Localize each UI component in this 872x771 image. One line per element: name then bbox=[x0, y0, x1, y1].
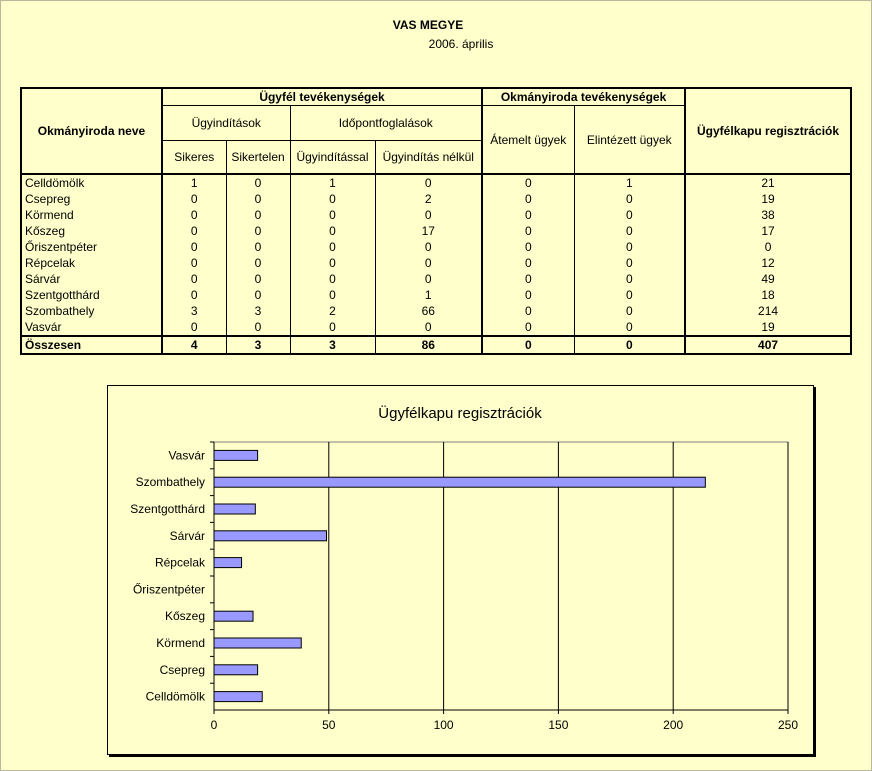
table-row bbox=[21, 287, 851, 303]
header-success: Sikeres bbox=[162, 141, 226, 175]
fail-cell: 3 bbox=[226, 303, 290, 319]
handled-cell: 0 bbox=[574, 255, 685, 271]
fail-cell: 0 bbox=[226, 174, 290, 191]
success-cell: 0 bbox=[162, 255, 226, 271]
handled-cell: 0 bbox=[574, 191, 685, 207]
fail-cell: 0 bbox=[226, 319, 290, 336]
success-cell: 3 bbox=[162, 303, 226, 319]
handled-cell: 0 bbox=[574, 239, 685, 255]
table-row bbox=[21, 319, 851, 336]
x-tick-label: 250 bbox=[777, 718, 799, 732]
transferred-cell: 0 bbox=[482, 191, 574, 207]
without-start-cell: 86 bbox=[375, 336, 482, 354]
bar bbox=[214, 450, 258, 460]
office-name-cell: Celldömölk bbox=[25, 176, 85, 190]
success-cell: 0 bbox=[162, 239, 226, 255]
transferred-cell: 0 bbox=[482, 287, 574, 303]
table-row bbox=[21, 303, 851, 319]
success-cell: 0 bbox=[162, 319, 226, 336]
chart-title: Ügyfélkapu regisztrációk bbox=[378, 405, 542, 422]
with-start-cell: 0 bbox=[290, 191, 375, 207]
category-label: Szentgotthárd bbox=[130, 502, 205, 516]
office-name-cell: Kőszeg bbox=[25, 224, 66, 238]
with-start-cell: 0 bbox=[290, 319, 375, 336]
office-name-cell: Répcelak bbox=[25, 256, 76, 270]
office-name-cell: Vasvár bbox=[25, 320, 62, 334]
with-start-cell: 0 bbox=[290, 239, 375, 255]
fail-cell: 0 bbox=[226, 239, 290, 255]
table-row bbox=[21, 191, 851, 207]
table-row bbox=[21, 271, 851, 287]
with-start-cell: 0 bbox=[290, 223, 375, 239]
x-tick-label: 150 bbox=[548, 718, 569, 732]
registrations-chart bbox=[107, 385, 814, 755]
handled-cell: 0 bbox=[574, 336, 685, 354]
success-cell: 4 bbox=[162, 336, 226, 354]
page-subtitle: 2006. április bbox=[428, 37, 494, 51]
table-total-row bbox=[21, 336, 851, 354]
bar bbox=[214, 531, 327, 541]
bar bbox=[214, 477, 705, 487]
transferred-cell: 0 bbox=[482, 239, 574, 255]
bar bbox=[214, 504, 255, 514]
fail-cell: 0 bbox=[226, 255, 290, 271]
bar bbox=[214, 692, 262, 702]
without-start-cell: 0 bbox=[375, 255, 482, 271]
handled-cell: 0 bbox=[574, 287, 685, 303]
fail-cell: 0 bbox=[226, 223, 290, 239]
office-name-cell: Szombathely bbox=[25, 304, 95, 318]
header-fail: Sikertelen bbox=[226, 141, 290, 175]
fail-cell: 3 bbox=[226, 336, 290, 354]
x-tick-label: 50 bbox=[322, 718, 336, 732]
without-start-cell: 0 bbox=[375, 239, 482, 255]
portal-cell: 407 bbox=[685, 336, 851, 354]
portal-cell: 214 bbox=[685, 303, 851, 319]
without-start-cell: 0 bbox=[375, 271, 482, 287]
category-label: Sárvár bbox=[169, 528, 205, 543]
header-appointments: Időpontfoglalások bbox=[290, 106, 482, 141]
without-start-cell: 0 bbox=[375, 207, 482, 223]
header-without-start: Ügyindítás nélkül bbox=[375, 141, 482, 175]
success-cell: 0 bbox=[162, 271, 226, 287]
fail-cell: 0 bbox=[226, 287, 290, 303]
with-start-cell: 2 bbox=[290, 303, 375, 319]
portal-cell: 19 bbox=[685, 319, 851, 336]
with-start-cell: 0 bbox=[290, 255, 375, 271]
with-start-cell: 0 bbox=[290, 207, 375, 223]
office-name-cell: Csepreg bbox=[25, 192, 71, 206]
header-client-activities: Ügyfél tevékenységek bbox=[162, 88, 482, 106]
header-handled: Elintézett ügyek bbox=[574, 106, 685, 175]
category-label: Vasvár bbox=[168, 448, 205, 463]
portal-cell: 0 bbox=[685, 239, 851, 255]
portal-cell: 49 bbox=[685, 271, 851, 287]
transferred-cell: 0 bbox=[482, 271, 574, 287]
handled-cell: 0 bbox=[574, 319, 685, 336]
header-office-name: Okmányiroda neve bbox=[21, 88, 162, 174]
success-cell: 1 bbox=[162, 174, 226, 191]
header-with-start: Ügyindítással bbox=[290, 141, 375, 175]
category-label: Csepreg bbox=[159, 662, 205, 677]
with-start-cell: 0 bbox=[290, 287, 375, 303]
fail-cell: 0 bbox=[226, 271, 290, 287]
with-start-cell: 1 bbox=[290, 174, 375, 191]
transferred-cell: 0 bbox=[482, 303, 574, 319]
fail-cell: 0 bbox=[226, 207, 290, 223]
header-case-starts: Ügyindítások bbox=[162, 106, 290, 141]
transferred-cell: 0 bbox=[482, 174, 574, 191]
table-row bbox=[21, 239, 851, 255]
handled-cell: 0 bbox=[574, 303, 685, 319]
chart-canvas bbox=[108, 386, 813, 754]
with-start-cell: 3 bbox=[290, 336, 375, 354]
category-label: Kőszeg bbox=[164, 609, 205, 624]
category-label: Őriszentpéter bbox=[132, 582, 205, 597]
category-label: Körmend bbox=[156, 636, 205, 650]
category-label: Répcelak bbox=[154, 555, 205, 570]
table-row bbox=[21, 207, 851, 223]
handled-cell: 0 bbox=[574, 223, 685, 239]
success-cell: 0 bbox=[162, 207, 226, 223]
without-start-cell: 0 bbox=[375, 319, 482, 336]
table-row bbox=[21, 174, 851, 191]
bar bbox=[214, 611, 253, 621]
table-row bbox=[21, 223, 851, 239]
transferred-cell: 0 bbox=[482, 336, 574, 354]
without-start-cell: 66 bbox=[375, 303, 482, 319]
office-name-cell: Körmend bbox=[25, 208, 74, 222]
handled-cell: 1 bbox=[574, 174, 685, 191]
category-label: Celldömölk bbox=[145, 689, 205, 704]
bar bbox=[214, 665, 258, 675]
success-cell: 0 bbox=[162, 191, 226, 207]
without-start-cell: 17 bbox=[375, 223, 482, 239]
handled-cell: 0 bbox=[574, 207, 685, 223]
transferred-cell: 0 bbox=[482, 319, 574, 336]
without-start-cell: 1 bbox=[375, 287, 482, 303]
office-name-cell: Sárvár bbox=[25, 272, 61, 286]
category-label: Szombathely bbox=[135, 475, 205, 490]
x-tick-label: 0 bbox=[210, 718, 218, 732]
page-title: VAS MEGYE bbox=[392, 18, 464, 32]
transferred-cell: 0 bbox=[482, 207, 574, 223]
without-start-cell: 0 bbox=[375, 174, 482, 191]
transferred-cell: 0 bbox=[482, 255, 574, 271]
bar bbox=[214, 638, 301, 648]
x-tick-label: 100 bbox=[433, 718, 454, 732]
handled-cell: 0 bbox=[574, 271, 685, 287]
header-office-activities: Okmányiroda tevékenységek bbox=[482, 88, 685, 106]
portal-cell: 19 bbox=[685, 191, 851, 207]
portal-cell: 38 bbox=[685, 207, 851, 223]
header-transferred: Átemelt ügyek bbox=[482, 106, 574, 175]
transferred-cell: 0 bbox=[482, 223, 574, 239]
office-name-cell: Szentgotthárd bbox=[25, 288, 100, 302]
portal-cell: 17 bbox=[685, 223, 851, 239]
portal-cell: 12 bbox=[685, 255, 851, 271]
office-name-cell: Összesen bbox=[21, 336, 162, 354]
without-start-cell: 2 bbox=[375, 191, 482, 207]
success-cell: 0 bbox=[162, 287, 226, 303]
table-row bbox=[21, 255, 851, 271]
fail-cell: 0 bbox=[226, 191, 290, 207]
success-cell: 0 bbox=[162, 223, 226, 239]
with-start-cell: 0 bbox=[290, 271, 375, 287]
bar bbox=[214, 558, 242, 568]
header-portal-registrations: Ügyfélkapu regisztrációk bbox=[685, 88, 851, 174]
portal-cell: 18 bbox=[685, 287, 851, 303]
portal-cell: 21 bbox=[685, 174, 851, 191]
x-tick-label: 200 bbox=[663, 718, 684, 732]
office-name-cell: Őriszentpéter bbox=[25, 240, 98, 254]
statistics-table bbox=[20, 87, 852, 355]
